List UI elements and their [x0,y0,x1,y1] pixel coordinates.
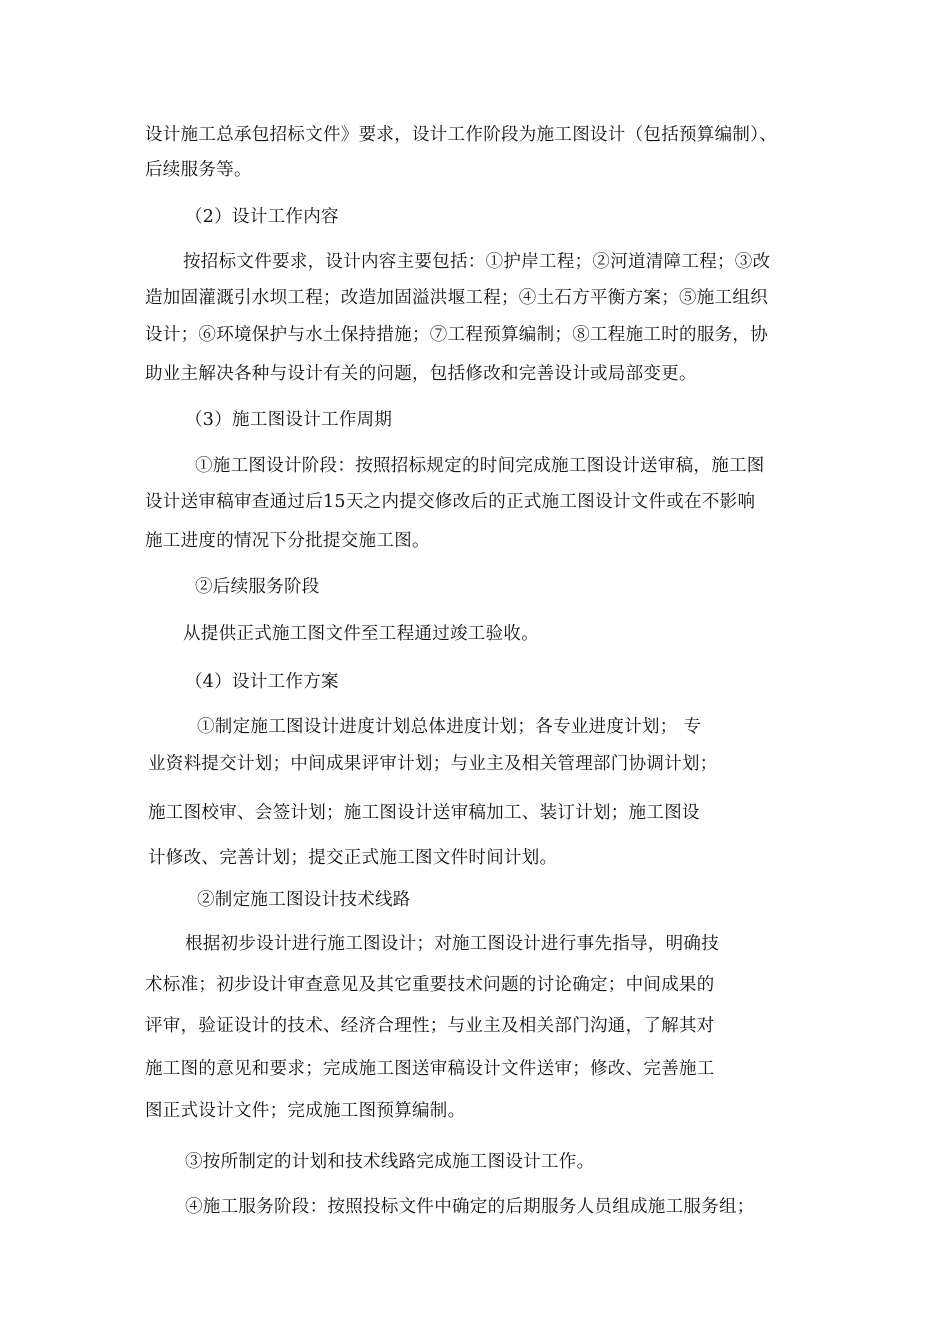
section-heading-3: （3）施工图设计工作周期 [185,410,393,430]
text-line-17: 施工图校审、会签计划；施工图设计送审稿加工、装订计划；施工图设 [148,803,700,823]
text-line-5: 造加固灌溉引水坝工程；改造加固溢洪堰工程；④土石方平衡方案；⑤施工组织 [145,288,768,308]
text-line-7: 助业主解决各种与设计有关的问题，包括修改和完善设计或局部变更。 [145,364,697,384]
text-line-20: 根据初步设计进行施工图设计；对施工图设计进行事先指导，明确技 [185,934,719,954]
text-line-22: 评审，验证设计的技术、经济合理性；与业主及相关部门沟通，了解其对 [145,1016,715,1036]
text-line-15: ①制定施工图设计进度计划总体进度计划；各专业进度计划； 专 [197,717,702,737]
text-line-10: 设计送审稿审查通过后15天之内提交修改后的正式施工图设计文件或在不影响 [145,492,756,512]
text-line-4: 按招标文件要求，设计内容主要包括：①护岸工程；②河道清障工程；③改 [183,252,771,272]
text-line-1: 设计施工总承包招标文件》要求，设计工作阶段为施工图设计（包括预算编制）、 [145,125,778,145]
text-line-13: 从提供正式施工图文件至工程通过竣工验收。 [183,624,539,644]
text-line-26: ④施工服务阶段：按照投标文件中确定的后期服务人员组成施工服务组； [185,1197,755,1217]
subheading-follow-up: ②后续服务阶段 [195,577,320,597]
section-heading-4: （4）设计工作方案 [185,672,339,692]
text-line-9: ①施工图设计阶段：按照招标规定的时间完成施工图设计送审稿，施工图 [195,456,765,476]
text-line-23: 施工图的意见和要求；完成施工图送审稿设计文件送审；修改、完善施工 [145,1059,715,1079]
text-line-6: 设计；⑥环境保护与水土保持措施；⑦工程预算编制；⑧工程施工时的服务，协 [145,325,768,345]
text-line-21: 术标准；初步设计审查意见及其它重要技术问题的讨论确定；中间成果的 [145,975,715,995]
text-line-2: 后续服务等。 [145,160,252,180]
text-line-24: 图正式设计文件；完成施工图预算编制。 [145,1101,466,1121]
text-line-16: 业资料提交计划；中间成果评审计划；与业主及相关管理部门协调计划； [148,754,718,774]
subheading-tech-route: ②制定施工图设计技术线路 [197,890,411,910]
text-line-25: ③按所制定的计划和技术线路完成施工图设计工作。 [185,1152,595,1172]
text-line-18: 计修改、完善计划；提交正式施工图文件时间计划。 [148,848,558,868]
text-line-11: 施工进度的情况下分批提交施工图。 [145,531,430,551]
section-heading-2: （2）设计工作内容 [185,207,339,227]
